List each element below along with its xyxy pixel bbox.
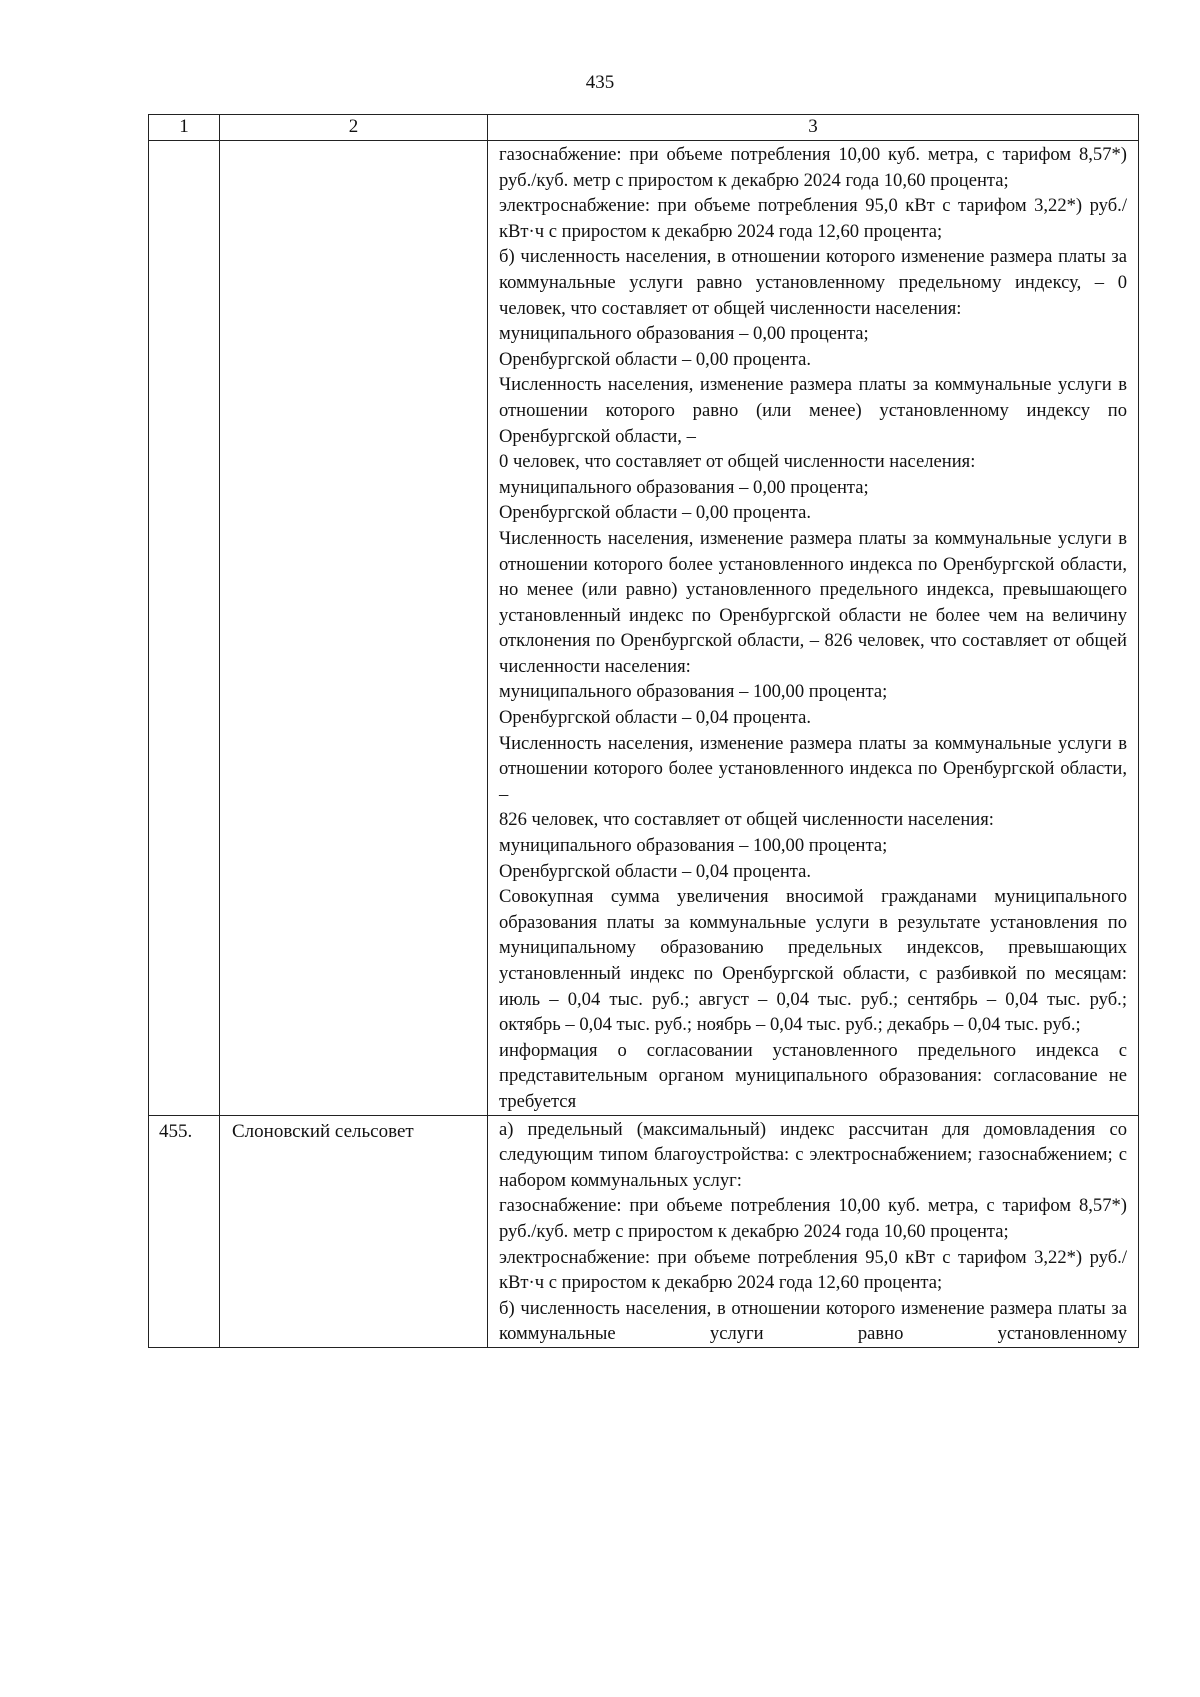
paragraph: газоснабжение: при объеме потребления 10,00 куб. метра, с тарифом 8,57*) руб./куб. метр с приростом к декабрю 2024 года 10,60 процента; bbox=[499, 144, 1127, 191]
paragraph: Оренбургской области – 0,04 процента. bbox=[499, 860, 812, 882]
paragraph: муниципального образования – 0,00 процента; bbox=[499, 476, 869, 498]
row-number-cell bbox=[149, 141, 220, 1116]
paragraph: 826 человек, что составляет от общей численности населения: bbox=[499, 809, 994, 831]
column-header-3: 3 bbox=[488, 115, 1139, 141]
paragraph: муниципального образования – 0,00 процента; bbox=[499, 323, 869, 345]
paragraph: б) численность населения, в отношении которого изменение размера платы за коммунальные услуги равно установленному bbox=[499, 1297, 1127, 1345]
table-row bbox=[149, 1115, 1139, 1347]
paragraph: Численность населения, изменение размера платы за коммунальные услуги в отношении которого более установленного индекса по Оренбургской области, – bbox=[499, 732, 1127, 805]
paragraph: муниципального образования – 100,00 процента; bbox=[499, 835, 888, 857]
paragraph: Численность населения, изменение размера платы за коммунальные услуги в отношении которого равно (или менее) установленному индексу по Оренбургской области, – bbox=[499, 374, 1127, 447]
paragraph: Оренбургской области – 0,00 процента. bbox=[499, 348, 812, 370]
paragraph: б) численность населения, в отношении которого изменение размера платы за коммунальные услуги равно установленному предельному индексу, – 0 человек, что составляет от общей численности населения: bbox=[499, 246, 1127, 319]
paragraph: муниципального образования – 100,00 процента; bbox=[499, 681, 888, 703]
paragraph: Численность населения, изменение размера платы за коммунальные услуги в отношении которого более установленного индекса по Оренбургской области, но менее (или равно) установленного предельного индекса, превышающего установленный индекс по Оренбургской области не более чем на величину отклонения по Оренбургской области, – 826 человек, что составляет от общей численности населения: bbox=[499, 527, 1127, 677]
table-row bbox=[149, 141, 1139, 1116]
table-header-row bbox=[149, 115, 1139, 141]
municipality-name-cell bbox=[220, 141, 488, 1116]
description-cell bbox=[488, 141, 1139, 1116]
page-number: 435 bbox=[585, 72, 615, 93]
paragraph: а) предельный (максимальный) индекс рассчитан для домовладения со следующим типом благоустройства: с электроснабжением; газоснабжением; с набором коммунальных услуг: bbox=[499, 1118, 1127, 1191]
row-number-cell: 455. bbox=[149, 1115, 220, 1347]
paragraph: Оренбургской области – 0,00 процента. bbox=[499, 502, 812, 524]
paragraph: газоснабжение: при объеме потребления 10,00 куб. метра, с тарифом 8,57*) руб./куб. метр с приростом к декабрю 2024 года 10,60 процента; bbox=[499, 1195, 1127, 1242]
paragraph: Оренбургской области – 0,04 процента. bbox=[499, 707, 812, 729]
paragraph: 0 человек, что составляет от общей численности населения: bbox=[499, 451, 976, 473]
paragraph: электроснабжение: при объеме потребления 95,0 кВт с тарифом 3,22*) руб./кВт·ч с приростом к декабрю 2024 года 12,60 процента; bbox=[499, 1246, 1127, 1294]
paragraph: электроснабжение: при объеме потребления 95,0 кВт с тарифом 3,22*) руб./кВт·ч с приростом к декабрю 2024 года 12,60 процента; bbox=[499, 195, 1127, 242]
paragraph: Совокупная сумма увеличения вносимой гражданами муниципального образования платы за коммунальные услуги в результате установления по муниципальному образованию предельных индексов, превышающих установленный индекс по Оренбургской области, с разбивкой по месяцам: июль – 0,04 тыс. руб.; август – 0,04 тыс. руб.; сентябрь – 0,04 тыс. руб.; октябрь – 0,04 тыс. руб.; ноябрь – 0,04 тыс. руб.; декабрь – 0,04 тыс. руб.; bbox=[499, 886, 1127, 1036]
column-header-2: 2 bbox=[220, 115, 488, 141]
municipality-name-cell: Слоновский сельсовет bbox=[220, 1115, 488, 1347]
column-header-1: 1 bbox=[149, 115, 220, 141]
data-table bbox=[148, 114, 1139, 1348]
paragraph: информация о согласовании установленного предельного индекса с представительным органом муниципального образования: согласование не требуется bbox=[499, 1039, 1127, 1112]
description-cell bbox=[488, 1115, 1139, 1347]
